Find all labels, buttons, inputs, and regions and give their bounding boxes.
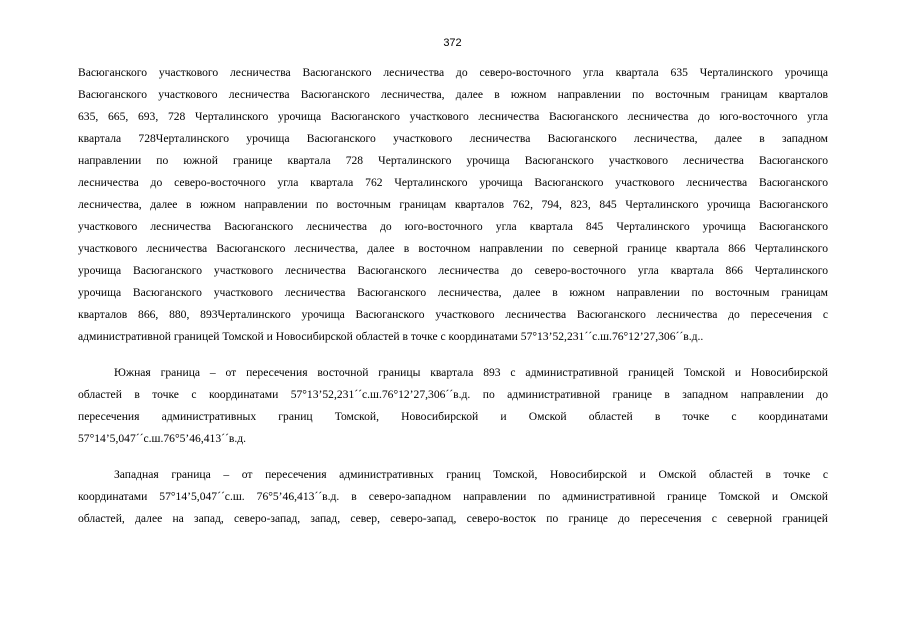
west-border-paragraph [78, 464, 828, 530]
text-line: 57°14’5,047´´с.ш.76°5’46,413´´в.д. [78, 432, 247, 445]
text-line: лесничества до северо-восточного угла квартала 762 Черталинского урочища Васюганского участкового лесничества Васюганского [78, 176, 828, 189]
text-line: административной границей Томской и Новосибирской областей в точке с координатами 57°13’52,231´´с.ш.76°12’27,306´´в.д.. [78, 330, 704, 343]
text-line: урочища Васюганского участкового лесничества Васюганского лесничества, далее в южном направлении по восточным границам [78, 286, 828, 299]
paragraph-gap [78, 450, 828, 464]
text-line: Южная граница – от пересечения восточной границы квартала 893 с административной границей Томской и Новосибирской [114, 366, 828, 379]
text-line: 635, 665, 693, 728 Черталинского урочища Васюганского участкового лесничества Васюганского лесничества до юго-восточного угла [78, 110, 828, 123]
text-line: кварталов 866, 880, 893Черталинского урочища Васюганского участкового лесничества Васюганского лесничества до пересечения с [78, 308, 828, 321]
text-line: областей, далее на запад, северо-запад, запад, север, северо-запад, северо-восток по границе до пересечения с северной границей [78, 512, 828, 525]
text-line: координатами 57°14’5,047´´с.ш. 76°5’46,413´´в.д. в северо-западном направлении по административной границе Томской и Омской [78, 490, 828, 503]
text-line: лесничества, далее в южном направлении по восточным границам кварталов 762, 794, 823, 845 Черталинского урочища Васюганского [78, 198, 828, 211]
south-border-paragraph [78, 362, 828, 450]
text-line: участкового лесничества Васюганского лесничества до юго-восточного угла квартала 845 Черталинского урочища Васюганского [78, 220, 828, 233]
text-line: Васюганского участкового лесничества Васюганского лесничества до северо-восточного угла квартала 635 Черталинского урочища [78, 66, 828, 79]
text-line: урочища Васюганского участкового лесничества Васюганского лесничества до северо-восточного угла квартала 866 Черталинского [78, 264, 828, 277]
text-line: областей в точке с координатами 57°13’52,231´´с.ш.76°12’27,306´´в.д. по административной границе в западном направлении до [78, 388, 828, 401]
text-line: пересечения административных границ Томской, Новосибирской и Омской областей в точке с координатами [78, 410, 828, 423]
text-line: Васюганского участкового лесничества Васюганского лесничества, далее в южном направлении по восточным границам кварталов [78, 88, 828, 101]
continuation-paragraph [78, 62, 828, 348]
text-line: квартала 728Черталинского урочища Васюганского участкового лесничества Васюганского лесничества, далее в западном [78, 132, 828, 145]
document-body [78, 62, 828, 530]
page-number: 372 [443, 37, 462, 49]
text-line: Западная граница – от пересечения административных границ Томской, Новосибирской и Омской областей в точке с [114, 468, 828, 481]
text-line: участкового лесничества Васюганского лесничества, далее в восточном направлении по северной границе квартала 866 Черталинского [78, 242, 828, 255]
text-line: направлении по южной границе квартала 728 Черталинского урочища Васюганского участкового лесничества Васюганского [78, 154, 828, 167]
paragraph-gap [78, 348, 828, 362]
